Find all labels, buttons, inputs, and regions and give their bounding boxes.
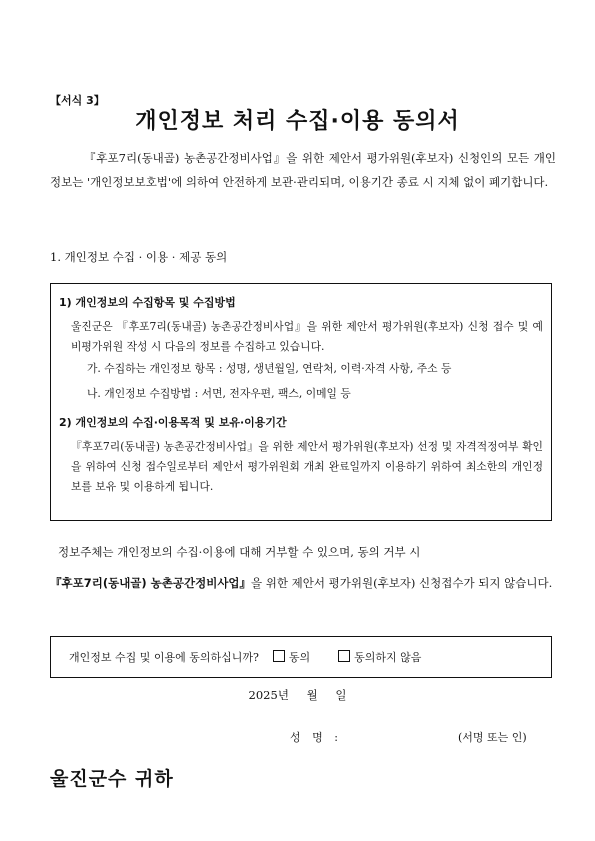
consent-question: 개인정보 수집 및 이용에 동의하십니까? — [69, 651, 259, 664]
consent-paragraph — [50, 540, 556, 596]
item1-text: 울진군은 『후포7리(동내골) 농촌공간정비사업』을 위한 제안서 평가위원(후보자) 신청 접수 및 예비평가위원 작성 시 다음의 정보를 수집하고 있습니다. — [71, 320, 543, 353]
section-heading: 1. 개인정보 수집 · 이용 · 제공 동의 — [50, 250, 228, 264]
document-title: 개인정보 처리 수집·이용 동의서 — [135, 109, 460, 134]
date-line: 2025년 월 일 — [248, 688, 347, 702]
item2-text: 『후포7리(동내골) 농촌공간정비사업』을 위한 제안서 평가위원(후보자) 선정 및 자격적정여부 확인을 위하여 신청 접수일로부터 제안서 평가위원회 개최 완료일까지 이용하기 위하여 최소한의 개인정보를 보유 및 이용하게 됩니다. — [71, 440, 543, 493]
agree-checkbox[interactable] — [273, 650, 285, 662]
info-box — [50, 283, 552, 521]
consent-line2 — [50, 570, 556, 596]
signature-hint: (서명 또는 인) — [458, 731, 527, 744]
consent-rest: 을 위한 제안서 평가위원(후보자) 신청접수가 되지 않습니다. — [251, 576, 553, 590]
item1-heading: 1) 개인정보의 수집항목 및 수집방법 — [59, 296, 236, 309]
form-number: 【서식 3】 — [50, 94, 105, 107]
consent-line1: 정보주체는 개인정보의 수집·이용에 대해 거부할 수 있으며, 동의 거부 시 — [58, 545, 421, 559]
item1-sub-a: 가. 수집하는 개인정보 항목 : 성명, 생년월일, 연락처, 이력·자격 사항, 주소 등 — [87, 362, 452, 375]
signature-label: 성 명 : — [290, 731, 338, 744]
item1-sub-b: 나. 개인정보 수집방법 : 서면, 전자우편, 팩스, 이메일 등 — [87, 387, 351, 400]
agree-option[interactable] — [263, 649, 310, 665]
project-name: 『후포7리(동내골) 농촌공간정비사업』 — [50, 576, 252, 590]
item2-heading: 2) 개인정보의 수집·이용목적 및 보유·이용기간 — [59, 416, 287, 429]
disagree-checkbox[interactable] — [338, 650, 350, 662]
disagree-label: 동의하지 않음 — [354, 651, 422, 664]
agree-label: 동의 — [288, 651, 311, 664]
recipient: 울진군수 귀하 — [50, 768, 174, 790]
disagree-option[interactable] — [328, 649, 421, 665]
intro-paragraph: 『후포7리(동내골) 농촌공간정비사업』을 위한 제안서 평가위원(후보자) 신청인의 모든 개인정보는 '개인정보보호법'에 의하여 안전하게 보관·관리되며, 이용기간 종료 시 지체 없이 폐기합니다. — [50, 151, 556, 189]
consent-question-box — [50, 636, 552, 678]
